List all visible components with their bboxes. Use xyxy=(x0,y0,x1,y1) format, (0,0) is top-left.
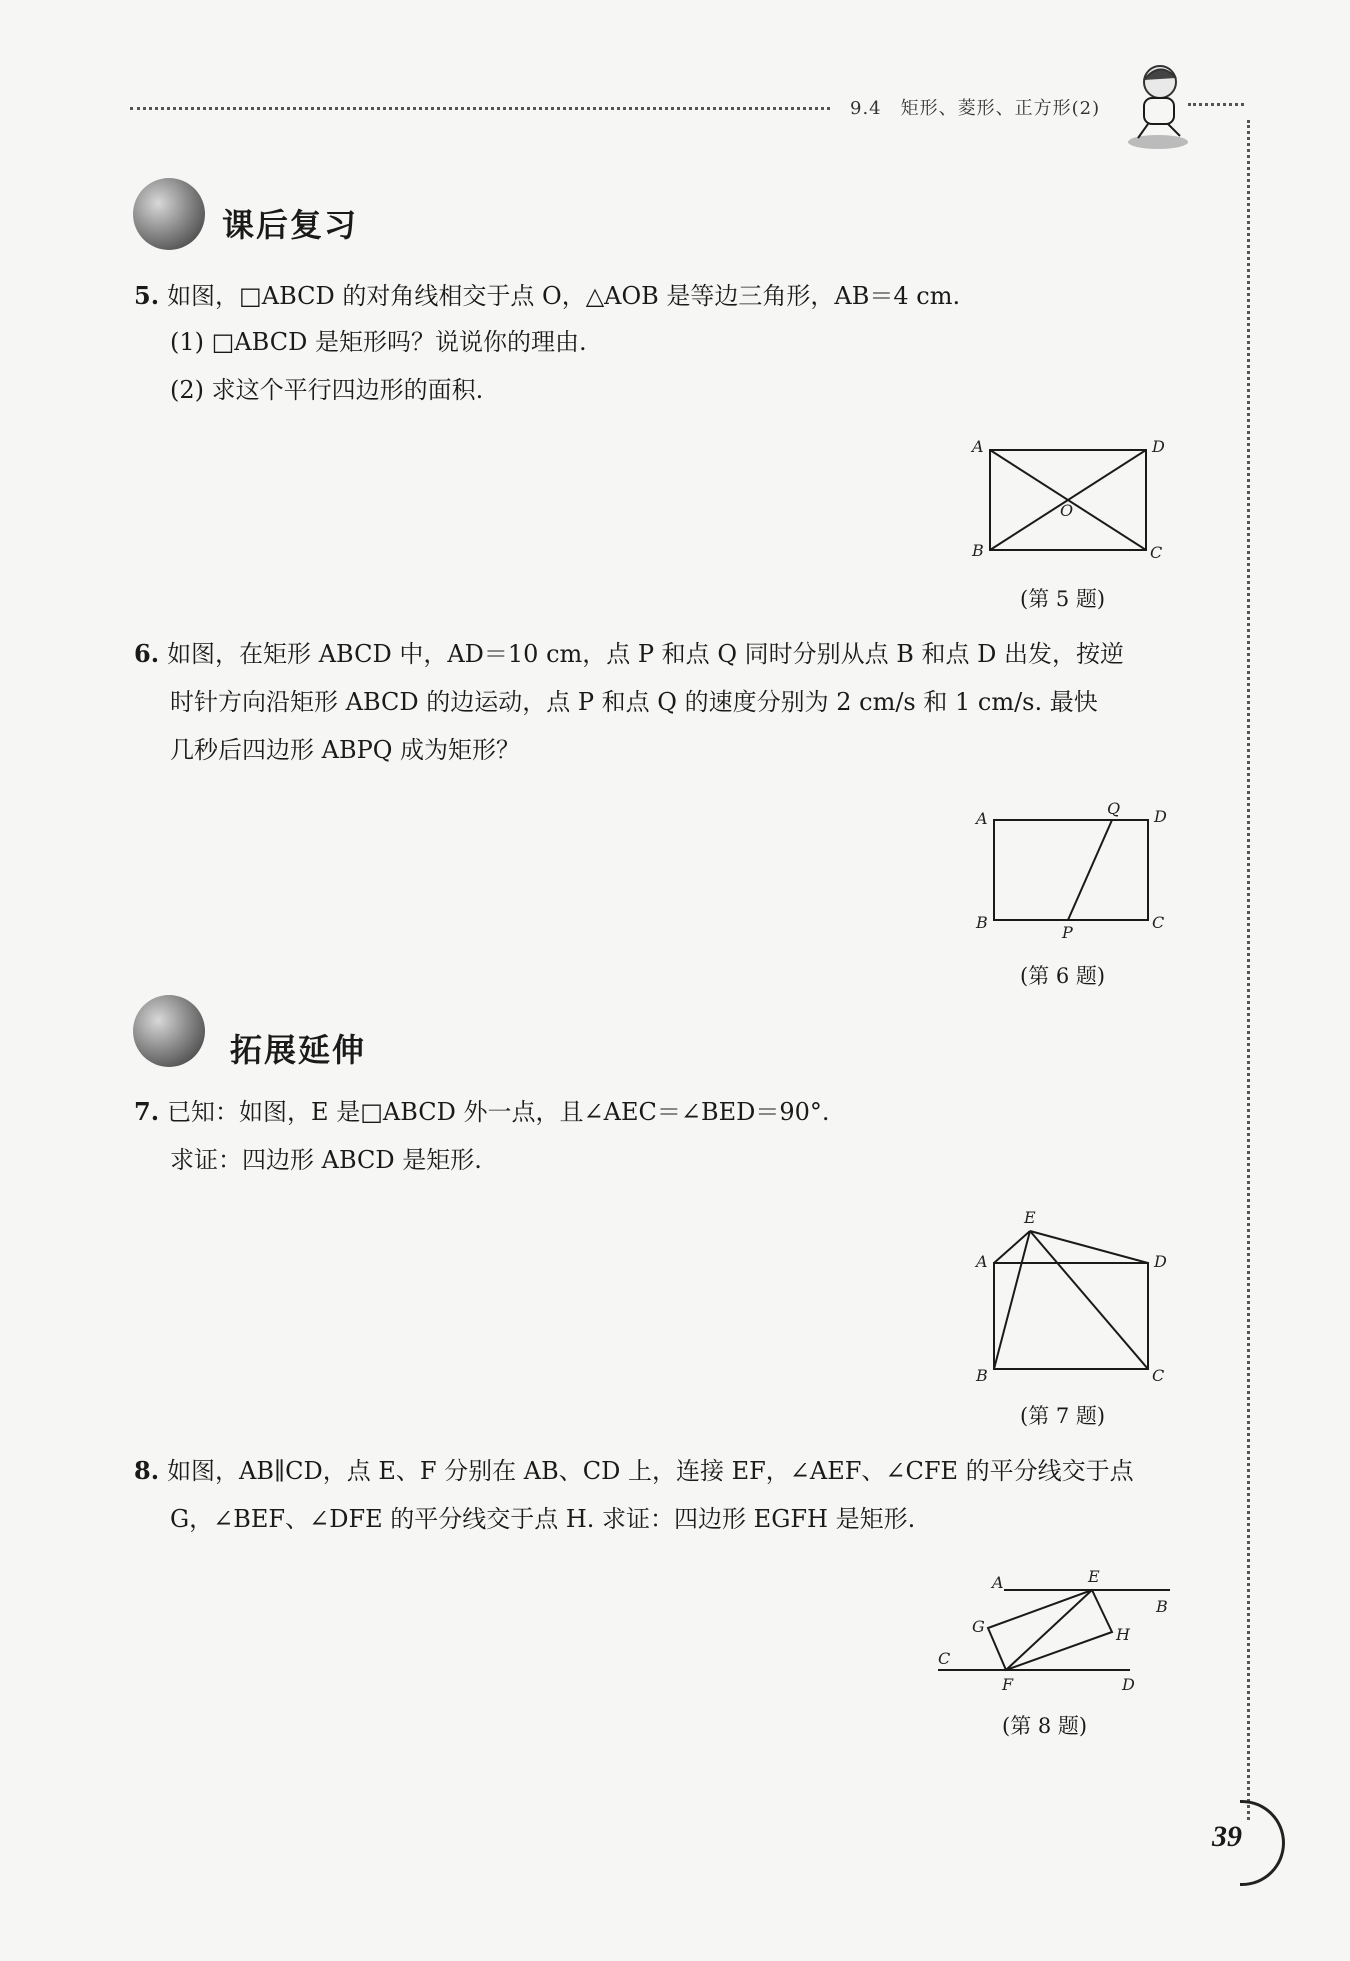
question-text: 已知：如图，E 是□ABCD 外一点，且∠AEC＝∠BED＝90°. xyxy=(167,1098,830,1126)
header-dotted-rule-right xyxy=(1188,103,1244,106)
label-b: B xyxy=(1156,1597,1168,1616)
globe-icon xyxy=(133,178,205,250)
segment-pq xyxy=(1068,820,1112,920)
question-number: 5. xyxy=(134,281,160,310)
figure-q6 xyxy=(960,798,1180,948)
header-section-title: 9.4 矩形、菱形、正方形(2) xyxy=(850,98,1101,119)
label-b: B xyxy=(972,541,984,560)
figure-caption-q6: (第 6 题) xyxy=(1020,964,1106,988)
label-a: A xyxy=(972,437,984,456)
figure-caption-q5: (第 5 题) xyxy=(1020,587,1106,611)
question-8-line-2: G，∠BEF、∠DFE 的平分线交于点 H. 求证：四边形 EGFH 是矩形. xyxy=(170,1505,916,1533)
segment-ef xyxy=(1006,1590,1092,1670)
question-5-part-2: (2) 求这个平行四边形的面积. xyxy=(170,376,484,404)
segment-eb xyxy=(994,1231,1030,1369)
side-dotted-rule xyxy=(1247,120,1250,1820)
label-o: O xyxy=(1060,501,1074,520)
figure-q5 xyxy=(960,432,1180,572)
figure-caption-q7: (第 7 题) xyxy=(1020,1404,1106,1428)
question-8 xyxy=(134,1447,1134,1495)
label-f: F xyxy=(1002,1675,1014,1694)
question-5 xyxy=(134,272,960,320)
label-a: A xyxy=(976,809,988,828)
label-c: C xyxy=(1152,1366,1165,1385)
question-7 xyxy=(134,1088,830,1136)
label-d: D xyxy=(1152,437,1165,456)
globe-icon xyxy=(133,995,205,1067)
question-7-line-2: 求证：四边形 ABCD 是矩形. xyxy=(170,1146,482,1174)
page-number-arc xyxy=(1240,1800,1285,1886)
question-text: 如图，AB∥CD，点 E、F 分别在 AB、CD 上，连接 EF，∠AEF、∠CFE 的平分线交于点 xyxy=(167,1457,1134,1485)
segment-ed xyxy=(1030,1231,1148,1263)
question-number: 8. xyxy=(134,1456,160,1485)
section-title-extension: 拓展延伸 xyxy=(230,1031,367,1069)
label-p: P xyxy=(1062,923,1073,942)
label-e: E xyxy=(1024,1208,1036,1227)
section-title-review: 课后复习 xyxy=(222,206,359,244)
question-text: 如图，□ABCD 的对角线相交于点 O，△AOB 是等边三角形，AB＝4 cm. xyxy=(167,282,961,310)
label-d: D xyxy=(1154,1252,1167,1271)
question-6-line-2: 时针方向沿矩形 ABCD 的边运动，点 P 和点 Q 的速度分别为 2 cm/s 和 1 cm/s. 最快 xyxy=(170,688,1098,716)
question-number: 7. xyxy=(134,1097,160,1126)
label-c: C xyxy=(1150,543,1163,562)
label-d: D xyxy=(1122,1675,1135,1694)
label-a: A xyxy=(976,1252,988,1271)
label-q: Q xyxy=(1107,799,1121,818)
label-g: G xyxy=(972,1617,985,1636)
label-c: C xyxy=(1152,913,1165,932)
label-h: H xyxy=(1116,1625,1130,1644)
label-c: C xyxy=(938,1649,951,1668)
question-number: 6. xyxy=(134,639,160,668)
label-b: B xyxy=(976,1366,988,1385)
rectangle-abcd xyxy=(994,820,1148,920)
question-6-line-3: 几秒后四边形 ABPQ 成为矩形？ xyxy=(170,736,521,764)
figure-caption-q8: (第 8 题) xyxy=(1002,1714,1088,1738)
question-text: 如图，在矩形 ABCD 中，AD＝10 cm，点 P 和点 Q 同时分别从点 B 和点 D 出发，按逆 xyxy=(167,640,1125,668)
label-b: B xyxy=(976,913,988,932)
figure-q7 xyxy=(960,1205,1180,1385)
page-number: 39 xyxy=(1212,1820,1242,1853)
mascot-icon xyxy=(1122,60,1194,150)
figure-q8 xyxy=(930,1560,1190,1700)
label-d: D xyxy=(1154,807,1167,826)
label-a: A xyxy=(992,1573,1004,1592)
header-dotted-rule xyxy=(130,107,830,110)
segment-ea xyxy=(994,1231,1030,1263)
question-6 xyxy=(134,630,1124,678)
label-e: E xyxy=(1088,1567,1100,1586)
question-5-part-1: (1) □ABCD 是矩形吗？说说你的理由. xyxy=(170,328,587,356)
segment-ec xyxy=(1030,1231,1148,1369)
